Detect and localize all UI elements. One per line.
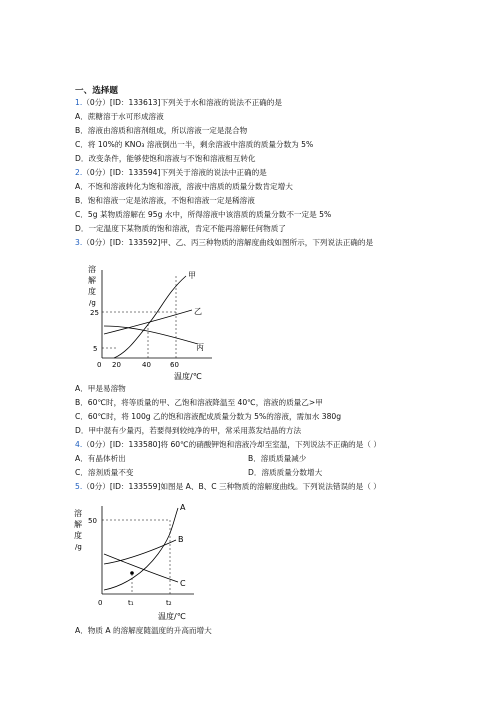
question-stem: （0分）[ID：133613]下列关于水和溶液的说法不正确的是 xyxy=(82,98,282,107)
fig1-origin: 0 xyxy=(97,361,102,369)
section-title: 一、选择题 xyxy=(75,86,118,96)
fig2-label-a: A xyxy=(180,503,186,512)
question-stem: （0分）[ID：133592]甲、乙、丙三种物质的溶解度曲线如图所示，下列说法正确的是 xyxy=(82,238,374,247)
question-4 xyxy=(75,440,381,450)
fig2-ylabel-2: 解 xyxy=(74,520,82,529)
question-stem: （0分）[ID：133594]下列关于溶液的说法中正确的是 xyxy=(82,168,267,177)
q1-option-b: B．溶液由溶质和溶剂组成，所以溶液一定是混合物 xyxy=(75,126,248,135)
fig2-ytick-50: 50 xyxy=(88,517,97,525)
fig2-ylabel-3: 度 xyxy=(74,531,82,540)
fig2-curve-c xyxy=(104,554,178,582)
fig2-label-b: B xyxy=(178,535,184,544)
fig1-ytick-5: 5 xyxy=(93,345,98,353)
figure-1-solubility-curves xyxy=(88,262,218,382)
question-stem: （0分）[ID：133580]将 60℃的硝酸钾饱和溶液冷却至室温，下列说法不正确的是（ ） xyxy=(82,440,381,449)
fig1-curve-jia xyxy=(114,276,186,358)
fig2-curve-a xyxy=(104,508,178,590)
question-number: 1. xyxy=(75,98,83,107)
q2-option-c: C．5g 某物质溶解在 95g 水中，所得溶液中该溶质的质量分数不一定是 5% xyxy=(75,210,332,219)
fig2-ylabel-1: 溶 xyxy=(74,509,82,518)
question-5 xyxy=(75,482,381,492)
question-2 xyxy=(75,168,267,178)
fig1-ylabel-2: 解 xyxy=(88,276,96,285)
question-1 xyxy=(75,98,282,108)
fig1-xlabel: 温度/℃ xyxy=(174,372,202,381)
fig2-intersection-point xyxy=(130,571,134,575)
question-number: 3. xyxy=(75,238,83,247)
fig2-xtick-t2: t₂ xyxy=(166,599,172,607)
question-number: 5. xyxy=(75,482,83,491)
figure-2-solubility-curves xyxy=(74,498,204,622)
fig1-label-yi: 乙 xyxy=(194,307,202,316)
fig2-xlabel: 温度/℃ xyxy=(158,612,186,621)
q4-option-c: C．溶剂质量不变 xyxy=(75,468,134,477)
question-3 xyxy=(75,238,373,248)
fig1-xtick-60: 60 xyxy=(170,361,179,369)
fig1-curve-bing xyxy=(104,326,198,344)
q1-option-a: A．蔗糖溶于水可形成溶液 xyxy=(75,112,164,121)
fig1-ylabel-4: /g xyxy=(89,299,96,307)
fig2-label-c: C xyxy=(180,579,186,588)
q1-option-c: C．将 10%的 KNO₃ 溶液倒出一半，剩余溶液中溶质的质量分数为 5% xyxy=(75,140,314,149)
fig1-xtick-20: 20 xyxy=(112,361,121,369)
fig2-origin: 0 xyxy=(98,599,103,607)
question-number: 2. xyxy=(75,168,83,177)
q5-option-a: A．物质 A 的溶解度随温度的升高而增大 xyxy=(75,626,212,635)
q4-option-b: B．溶质质量减少 xyxy=(248,454,307,463)
q2-option-b: B．饱和溶液一定是浓溶液，不饱和溶液一定是稀溶液 xyxy=(75,196,255,205)
q3-option-d: D．甲中混有少量丙，若要得到较纯净的甲，常采用蒸发结晶的方法 xyxy=(75,426,302,435)
question-stem: （0分）[ID：133559]如图是 A、B、C 三种物质的溶解度曲线。下列说法错误的是（ ） xyxy=(82,482,381,491)
q3-option-b: B．60℃时，将等质量的甲、乙饱和溶液降温至 40℃，溶液的质量乙>甲 xyxy=(75,398,323,407)
q2-option-a: A．不饱和溶液转化为饱和溶液，溶液中溶质的质量分数肯定增大 xyxy=(75,182,293,191)
q3-option-c: C．60℃时，将 100g 乙的饱和溶液配成质量分数为 5%的溶液，需加水 380g xyxy=(75,412,342,421)
fig1-xtick-40: 40 xyxy=(142,361,151,369)
fig1-label-bing: 丙 xyxy=(196,343,204,352)
q4-option-a: A．有晶体析出 xyxy=(75,454,126,463)
question-number: 4. xyxy=(75,440,83,449)
fig1-label-jia: 甲 xyxy=(188,271,196,280)
fig2-ylabel-4: /g xyxy=(75,543,82,551)
fig1-ytick-25: 25 xyxy=(90,309,99,317)
fig1-ylabel-1: 溶 xyxy=(88,265,96,274)
q2-option-d: D．一定温度下某物质的饱和溶液，肯定不能再溶解任何物质了 xyxy=(75,224,286,233)
q4-option-d: D．溶质质量分数增大 xyxy=(248,468,323,477)
q1-option-d: D．改变条件，能够使饱和溶液与不饱和溶液相互转化 xyxy=(75,154,256,163)
fig1-curve-yi xyxy=(104,310,192,334)
fig1-ylabel-3: 度 xyxy=(88,287,96,296)
fig2-xtick-t1: t₁ xyxy=(128,599,134,607)
q3-option-a: A．甲是易溶物 xyxy=(75,384,126,393)
